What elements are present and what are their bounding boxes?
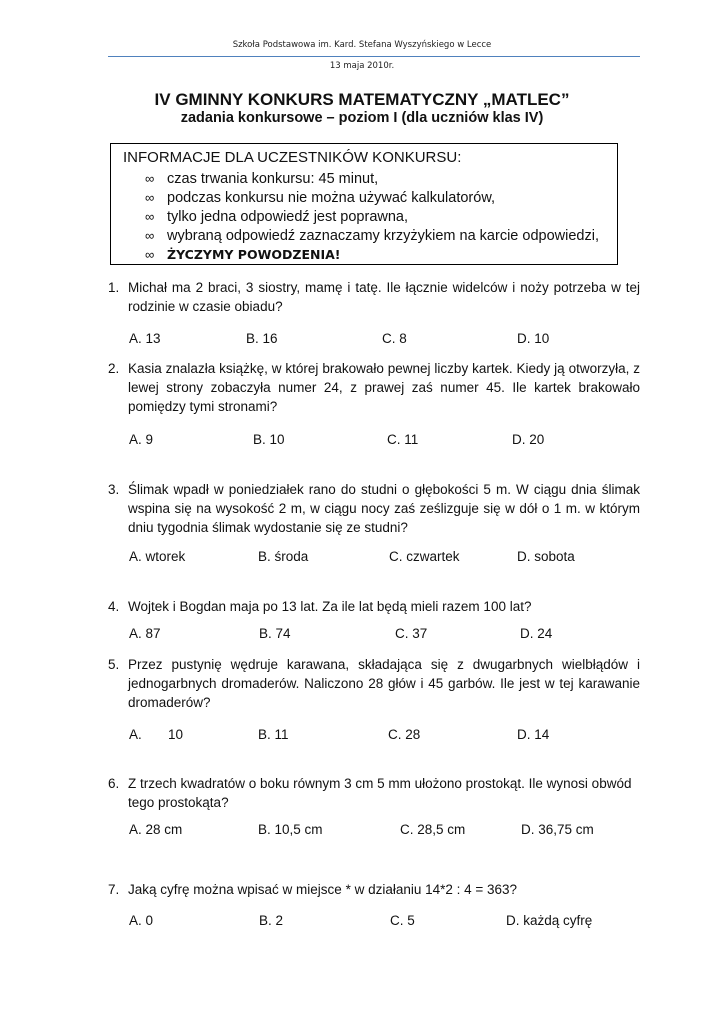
answer-b: B. 10,5 cm xyxy=(258,822,323,837)
info-item: ∞ tylko jedna odpowiedź jest poprawna, xyxy=(145,209,409,225)
question-text: Przez pustynię wędruje karawana, składająca się z dwugarbnych wielbłądów i jednogarbnych dromaderów. Naliczono 28 głów i 45 garbów. Ile jest w tej karawanie dromaderów? xyxy=(128,657,640,710)
answer-a: A. 28 cm xyxy=(129,822,183,837)
question-text: Ślimak wpadł w poniedziałek rano do studni o głębokości 5 m. W ciągu dnia ślimak wspina się na wysokość 2 m, w ciągu nocy zaś ześlizguje się w dół o 1 m. w którym dniu tygodnia ślimak wydostanie się ze studni? xyxy=(128,482,640,535)
question-4 xyxy=(108,597,640,616)
contest-subtitle: zadania konkursowe – poziom I (dla uczniów klas IV) xyxy=(180,110,544,126)
question-text: Kasia znalazła książkę, w której brakowało pewnej liczby kartek. Kiedy ją otworzyła, z lewej strony zobaczyła numer 24, z prawej zaś numer 45. Ile kartek brakowało pomiędzy tymi stronami? xyxy=(128,361,640,414)
question-text: Jaką cyfrę można wpisać w miejsce * w działaniu 14*2 : 4 = 363? xyxy=(128,882,518,897)
question-2 xyxy=(108,359,640,416)
answer-a: A. wtorek xyxy=(129,549,186,564)
question-number: 7. xyxy=(108,882,120,897)
contest-title: IV GMINNY KONKURS MATEMATYCZNY „MATLEC” xyxy=(154,90,570,109)
info-box xyxy=(110,143,618,265)
answer-a: A. 0 xyxy=(129,913,154,928)
info-list xyxy=(145,169,599,264)
question-text: Z trzech kwadratów o boku równym 3 cm 5 mm ułożono prostokąt. Ile wynosi obwód tego prostokąta? xyxy=(128,776,632,810)
answer-c: C. 5 xyxy=(390,913,415,928)
info-item-good-luck: ∞ ŻYCZYMY POWODZENIA! xyxy=(145,247,341,262)
answer-c: C. 37 xyxy=(395,626,428,641)
answer-d: D. każdą cyfrę xyxy=(506,913,593,928)
answer-b: B. 16 xyxy=(246,331,278,346)
answer-a: A. 13 xyxy=(129,331,161,346)
school-name: Szkoła Podstawowa im. Kard. Stefana Wyszyńskiego w Lecce xyxy=(232,40,492,50)
info-item: ∞ podczas konkursu nie można używać kalkulatorów, xyxy=(145,190,496,206)
question-text: Wojtek i Bogdan maja po 13 lat. Za ile lat będą mieli razem 100 lat? xyxy=(128,599,532,614)
question-number: 3. xyxy=(108,482,120,497)
answer-a: A. 87 xyxy=(129,626,161,641)
question-3 xyxy=(108,480,640,537)
answer-a: A. 9 xyxy=(129,432,154,447)
question-number: 4. xyxy=(108,599,120,614)
answer-c: C. 8 xyxy=(382,331,407,346)
question-number: 2. xyxy=(108,361,120,376)
info-item: ∞ czas trwania konkursu: 45 minut, xyxy=(145,171,379,187)
info-item: ∞ wybraną odpowiedź zaznaczamy krzyżykiem na karcie odpowiedzi, xyxy=(145,228,599,244)
answer-d: D. 14 xyxy=(517,727,550,742)
answer-c: C. 11 xyxy=(387,432,419,447)
answer-b: B. 11 xyxy=(258,727,289,742)
answer-d: D. 24 xyxy=(520,626,553,641)
question-6 xyxy=(108,774,640,812)
answer-c: C. czwartek xyxy=(389,549,460,564)
exam-date: 13 maja 2010r. xyxy=(329,61,395,71)
infinity-bullet-icon: ∞ xyxy=(145,171,155,186)
question-7 xyxy=(108,880,640,899)
answer-d: D. 10 xyxy=(517,331,550,346)
answer-c: C. 28,5 cm xyxy=(400,822,466,837)
header-divider xyxy=(108,56,640,57)
answer-b: B. środa xyxy=(258,549,309,564)
answer-a: A. 10 xyxy=(129,727,184,742)
question-number: 6. xyxy=(108,776,120,791)
question-5 xyxy=(108,655,640,712)
question-1 xyxy=(108,278,640,316)
answer-b: B. 74 xyxy=(259,626,291,641)
answer-d: D. 36,75 cm xyxy=(521,822,594,837)
infinity-bullet-icon: ∞ xyxy=(145,247,155,262)
answer-d: D. sobota xyxy=(517,549,575,564)
question-text: Michał ma 2 braci, 3 siostry, mamę i tatę. Ile łącznie widelców i noży potrzeba w tej rodzinie w czasie obiadu? xyxy=(128,280,640,314)
infinity-bullet-icon: ∞ xyxy=(145,209,155,224)
question-number: 5. xyxy=(108,657,120,672)
infinity-bullet-icon: ∞ xyxy=(145,228,155,243)
info-heading: INFORMACJE DLA UCZESTNIKÓW KONKURSU: xyxy=(123,149,462,166)
answer-d: D. 20 xyxy=(512,432,545,447)
answer-b: B. 2 xyxy=(259,913,284,928)
answer-c: C. 28 xyxy=(388,727,421,742)
infinity-bullet-icon: ∞ xyxy=(145,190,155,205)
question-number: 1. xyxy=(108,280,120,295)
answer-b: B. 10 xyxy=(253,432,285,447)
